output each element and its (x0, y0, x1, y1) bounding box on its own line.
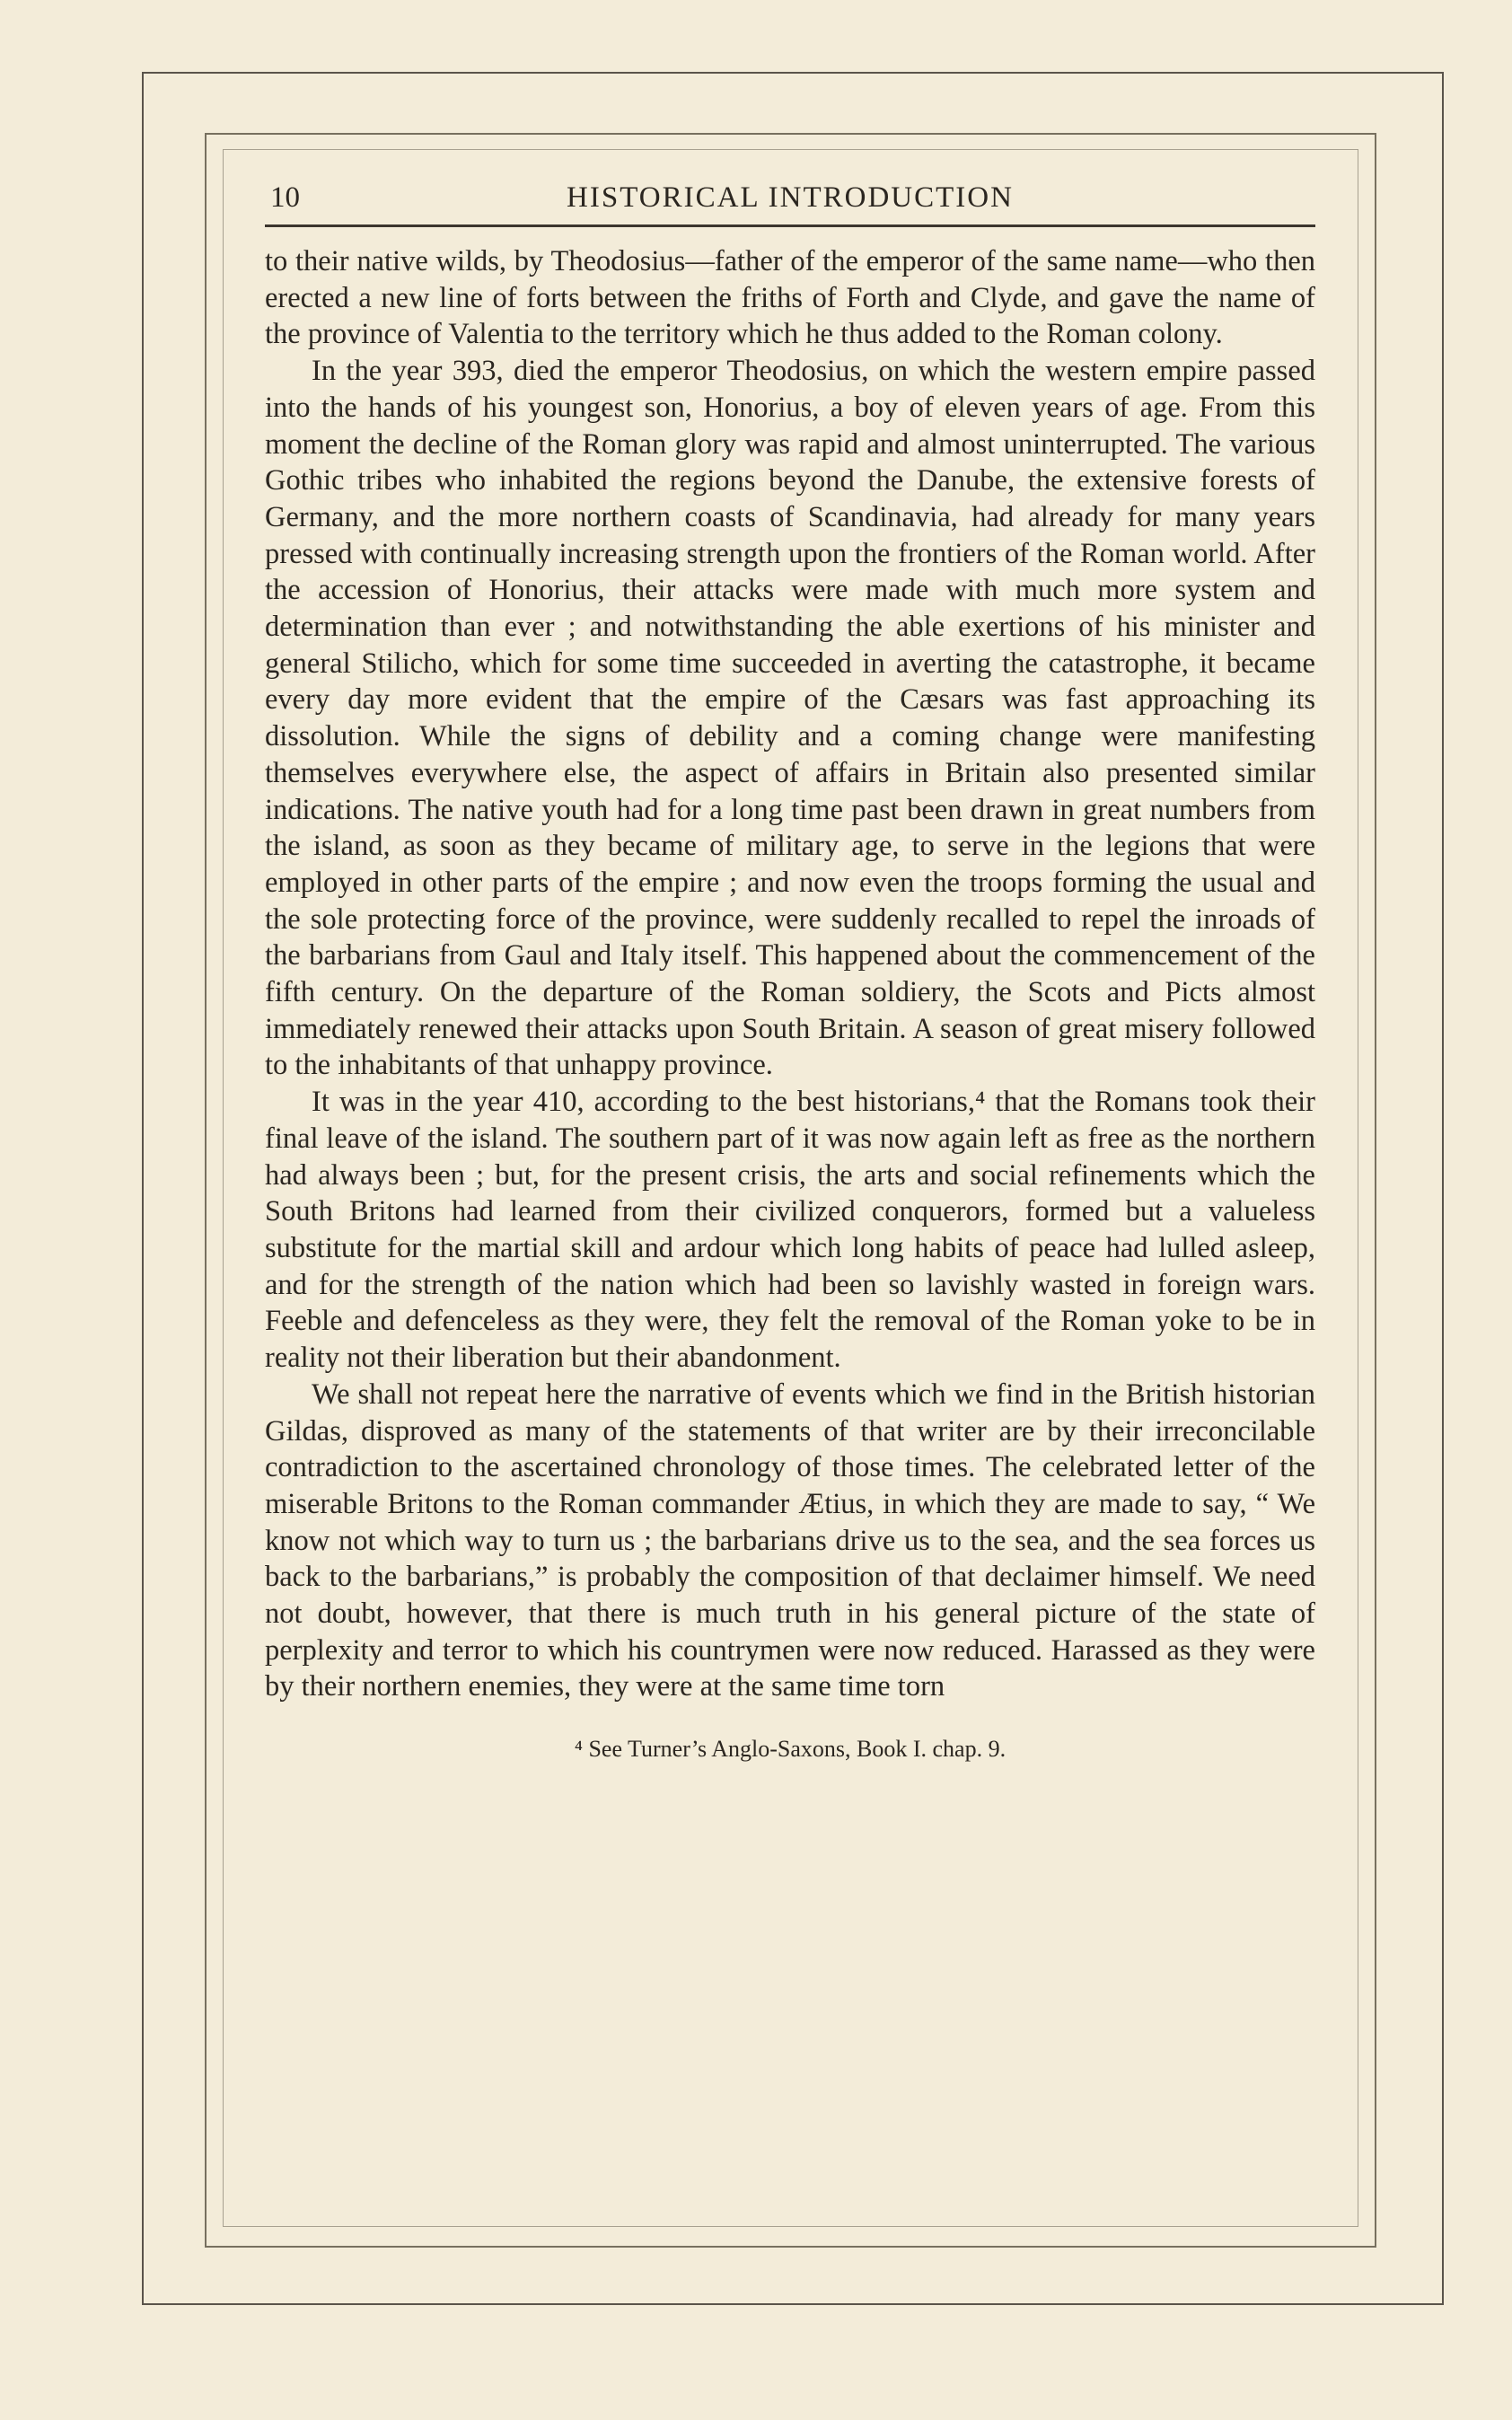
footnote: ⁴ See Turner’s Anglo-Saxons, Book I. chap. 9. (574, 1736, 1007, 1763)
page-number: 10 (270, 181, 300, 214)
paragraph-1: to their native wilds, by Theodosius—father of the emperor of the same name—who then erected a new line of forts between the friths of Forth and Clyde, and gave the name of the province of Valentia to the territory which he thus added to the Roman colony. (265, 245, 1315, 351)
paragraph-3: It was in the year 410, according to the best historians,⁴ that the Romans took their final leave of the island. The southern part of it was now again left as free as the northern had always been ; but, for the present crisis, the arts and social refinements which the South Britons had learned from their civilized conquerors, formed but a valueless substitute for the martial skill and ardour which long habits of peace had lulled asleep, and for the strength of the nation which had been so lavishly wasted in foreign wars. Feeble and defenceless as they were, they felt the removal of the Roman yoke to be in reality not their liberation but their abandonment. (265, 1086, 1315, 1375)
paragraph-4: We shall not repeat here the narrative of events which we find in the British historian Gildas, disproved as many of the statements of that writer are by their irreconcilable contradiction to the ascertained chronology of those times. The celebrated letter of the miserable Britons to the Roman commander Ætius, in which they are made to say, “ We know not which way to turn us ; the barbarians drive us to the sea, and the sea forces us back to the barbarians,” is probably the composition of that declaimer himself. We need not doubt, however, that there is much truth in his general picture of the state of perplexity and terror to which his countrymen were now reduced. Harassed as they were by their northern enemies, they were at the same time torn (265, 1377, 1315, 1703)
running-head: HISTORICAL INTRODUCTION (567, 181, 1014, 214)
page-header (265, 171, 1315, 227)
page-content (265, 171, 1315, 1763)
paragraph-2: In the year 393, died the emperor Theodosius, on which the western empire passed into the hands of his youngest son, Honorius, a boy of eleven years of age. From this moment the decline of the Roman glory was rapid and almost uninterrupted. The various Gothic tribes who inhabited the regions beyond the Danube, the extensive forests of Germany, and the more northern coasts of Scandinavia, had already for many years pressed with continually increasing strength upon the frontiers of the Roman world. After the accession of Honorius, their attacks were made with much more system and determination than ever ; and notwithstanding the able exertions of his minister and general Stilicho, which for some time succeeded in averting the catastrophe, it became every day more evident that the empire of the Cæsars was fast approaching its dissolution. While the signs of debility and a coming change were manifesting themselves everywhere else, the aspect of affairs in Britain also presented similar indications. The native youth had for a long time past been drawn in great numbers from the island, as soon as they became of military age, to serve in the legions that were employed in other parts of the empire ; and now even the troops forming the usual and the sole protecting force of the province, were suddenly recalled to repel the inroads of the barbarians from Gaul and Italy itself. This happened about the commencement of the fifth century. On the departure of the Roman soldiery, the Scots and Picts almost immediately renewed their attacks upon South Britain. A season of great misery followed to the inhabitants of that unhappy province. (265, 355, 1315, 1082)
body-text (265, 243, 1315, 1705)
